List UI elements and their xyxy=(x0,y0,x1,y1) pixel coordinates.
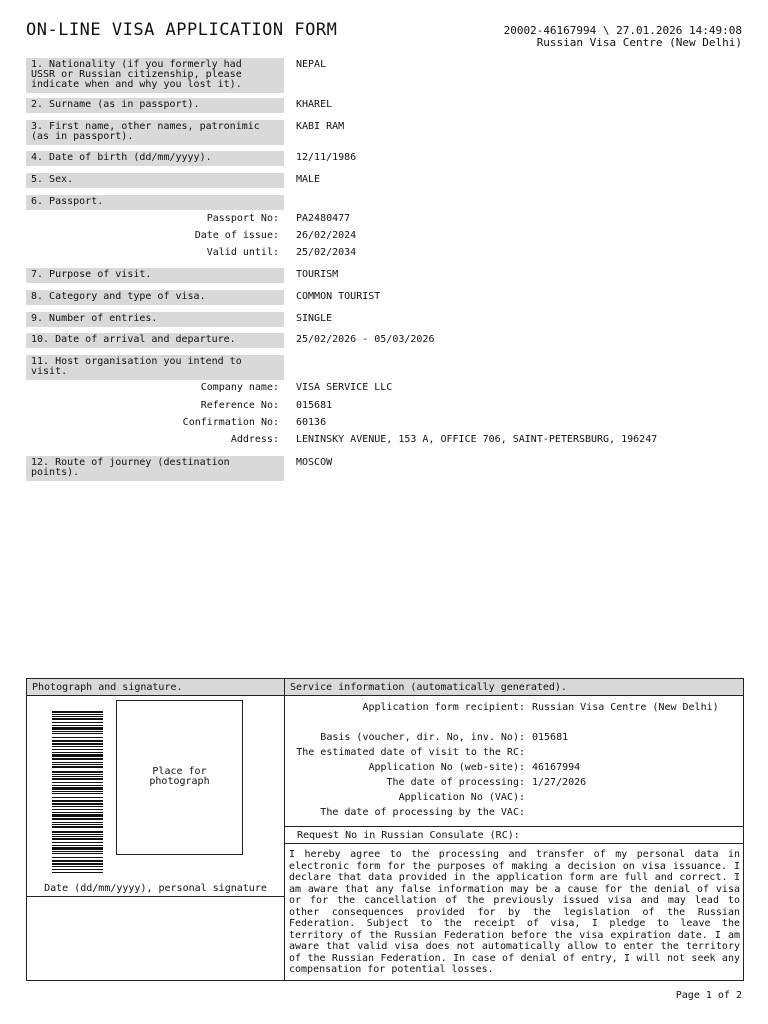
photo-placeholder-text: Place for photograph xyxy=(149,766,210,787)
estimated-date-label: The estimated date of visit to the RC: xyxy=(296,747,525,758)
question-dob: 4. Date of birth (dd/mm/yyyy). xyxy=(26,151,284,166)
basis-label: Basis (voucher, dir. No, inv. No): xyxy=(320,732,525,743)
page-number: Page 1 of 2 xyxy=(675,990,742,1001)
question-nationality: 1. Nationality (if you formerly had USSR or Russian citizenship, please indicate when and why you lost it). xyxy=(26,58,284,93)
question-dates: 10. Date of arrival and departure. xyxy=(26,333,284,348)
question-surname: 2. Surname (as in passport). xyxy=(26,98,284,113)
header-info xyxy=(504,25,742,49)
visa-centre: Russian Visa Centre (New Delhi) xyxy=(536,36,742,49)
answer-route: MOSCOW xyxy=(296,457,333,468)
consent-statement: I hereby agree to the processing and transfer of my personal data in electronic form for the purposes of making a decision on visa issuance. I declare that data provided in the application form are full and correct. I am aware that any false information may be a cause for the denial of visa or for the cancellation of the previously issued visa and may lead to other consequences provided for by the legislation of the Russian Federation. Subject to the receipt of visa, I pledge to leave the territory of the Russian Federation before the visa expiration date. I am aware that valid visa does not automatically allow to enter the territory of the Russian Federation. In case of denial of entry, I will not seek any compensation for potential losses. xyxy=(289,849,740,975)
question-purpose: 7. Purpose of visit. xyxy=(26,268,284,283)
signature-divider xyxy=(27,896,284,897)
question-first-name: 3. First name, other names, patronimic (as in passport). xyxy=(26,120,284,145)
answer-category: COMMON TOURIST xyxy=(296,291,381,302)
barcode-image xyxy=(52,711,103,874)
section-divider xyxy=(284,679,285,980)
answer-entries: SINGLE xyxy=(296,313,333,324)
application-no-value: 46167994 xyxy=(532,762,581,773)
answer-sex: MALE xyxy=(296,174,321,185)
rc-divider-bottom xyxy=(285,843,743,844)
valid-until-label: Valid until: xyxy=(206,247,279,258)
processing-date-label: The date of processing: xyxy=(386,777,525,788)
recipient-value: Russian Visa Centre (New Delhi) xyxy=(532,702,719,713)
answer-surname: KHAREL xyxy=(296,99,333,110)
recipient-label: Application form recipient: xyxy=(362,702,525,713)
company-name-value: VISA SERVICE LLC xyxy=(296,382,393,393)
answer-nationality: NEPAL xyxy=(296,59,327,70)
answer-purpose: TOURISM xyxy=(296,269,339,280)
form-title: ON-LINE VISA APPLICATION FORM xyxy=(26,20,338,40)
confirmation-no-label: Confirmation No: xyxy=(182,417,279,428)
application-no-label: Application No (web-site): xyxy=(368,762,525,773)
photo-placeholder xyxy=(116,700,243,855)
question-sex: 5. Sex. xyxy=(26,173,284,188)
application-reference: 20002-46167994 \ 27.01.2026 14:49:08 xyxy=(503,24,742,37)
issue-date-value: 26/02/2024 xyxy=(296,230,357,241)
reference-no-value: 015681 xyxy=(296,400,333,411)
address-value: LENINSKY AVENUE, 153 A, OFFICE 706, SAINT-PETERSBURG, 196247 xyxy=(296,434,658,445)
passport-no-label: Passport No: xyxy=(206,213,279,224)
service-section xyxy=(26,678,744,981)
photo-header: Photograph and signature. xyxy=(27,679,284,696)
rc-divider-top xyxy=(285,826,743,827)
service-header: Service information (automatically generated). xyxy=(285,679,743,696)
application-vac-label: Application No (VAC): xyxy=(398,792,525,803)
answer-first-name: KABI RAM xyxy=(296,121,345,132)
confirmation-no-value: 60136 xyxy=(296,417,327,428)
signature-label: Date (dd/mm/yyyy), personal signature xyxy=(44,883,267,894)
question-passport: 6. Passport. xyxy=(26,195,284,210)
processing-date-value: 1/27/2026 xyxy=(532,777,587,788)
passport-no-value: PA2480477 xyxy=(296,213,351,224)
question-entries: 9. Number of entries. xyxy=(26,312,284,327)
valid-until-value: 25/02/2034 xyxy=(296,247,357,258)
vac-processing-label: The date of processing by the VAC: xyxy=(320,807,525,818)
basis-value: 015681 xyxy=(532,732,569,743)
question-category: 8. Category and type of visa. xyxy=(26,290,284,305)
answer-dates: 25/02/2026 - 05/03/2026 xyxy=(296,334,435,345)
issue-date-label: Date of issue: xyxy=(194,230,279,241)
question-route: 12. Route of journey (destination points). xyxy=(26,456,284,481)
answer-dob: 12/11/1986 xyxy=(296,152,357,163)
address-label: Address: xyxy=(230,434,279,445)
company-name-label: Company name: xyxy=(200,382,279,393)
rc-request-label: Request No in Russian Consulate (RC): xyxy=(297,830,520,841)
reference-no-label: Reference No: xyxy=(200,400,279,411)
question-host: 11. Host organisation you intend to visit. xyxy=(26,355,284,380)
